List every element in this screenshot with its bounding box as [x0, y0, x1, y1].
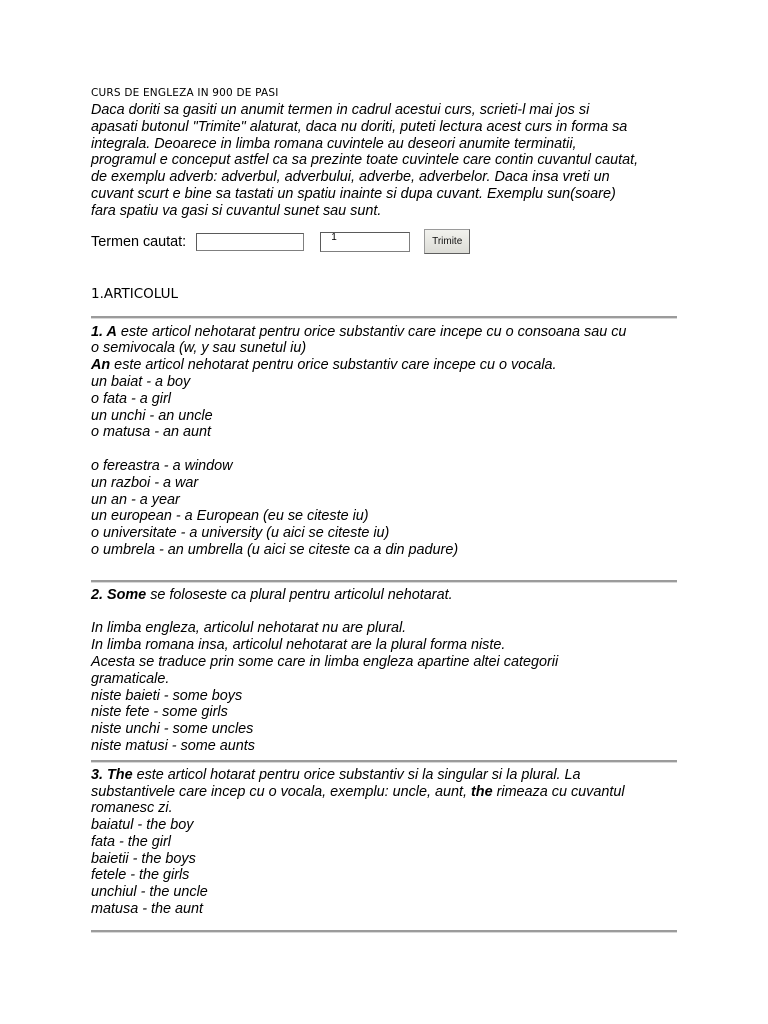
divider: [91, 316, 677, 319]
intro-line: Daca doriti sa gasiti un anumit termen in cadrul acestui curs, scrieti-l mai jos si: [91, 102, 590, 118]
rule-text: este articol nehotarat pentru orice substantiv care incepe cu o consoana sau cu: [116, 323, 627, 340]
divider: [91, 760, 677, 763]
text-line: Acesta se traduce prin some care in limba engleza apartine altei categorii: [91, 653, 559, 670]
example-line: baietii - the boys: [91, 850, 196, 867]
text-line: In limba romana insa, articolul nehotarat are la plural forma niste.: [91, 637, 506, 654]
example-line: un unchi - an uncle: [91, 407, 213, 424]
text-line: In limba engleza, articolul nehotarat nu are plural.: [91, 620, 407, 637]
example-line: fetele - the girls: [91, 867, 190, 884]
rule-line: [91, 357, 677, 374]
divider: [91, 580, 677, 583]
divider: [91, 930, 677, 933]
example-line: niste baieti - some boys: [91, 687, 243, 704]
rule-line: [91, 324, 677, 341]
rule-line: [91, 767, 677, 784]
example-line: o fereastra - a window: [91, 457, 233, 474]
article-block-3: [91, 767, 677, 918]
search-term-input[interactable]: [196, 233, 304, 251]
example-line: o umbrela - an umbrella (u aici se citeste ca a din padure): [91, 541, 459, 558]
article-block-2: [91, 587, 677, 755]
intro-line: apasati butonul "Trimite" alaturat, daca nu doriti, puteti lectura acest curs in forma sa: [91, 118, 628, 135]
intro-line: integrala. Deoarece in limba romana cuvintele au deseori anumite terminatii,: [91, 135, 577, 152]
rule-text: rimeaza cu cuvantul: [492, 783, 625, 800]
example-line: o matusa - an aunt: [91, 424, 211, 441]
search-form: [91, 229, 677, 255]
section-title: 1.ARTICOLUL: [91, 285, 179, 302]
rule-number: 1. A: [91, 323, 117, 340]
rule-keyword: An: [91, 357, 111, 374]
example-line: matusa - the aunt: [91, 901, 203, 918]
rule-line: [91, 587, 677, 604]
page-number-input[interactable]: [320, 232, 410, 252]
course-title: CURS DE ENGLEZA IN 900 DE PASI: [91, 87, 279, 99]
example-line: baiatul - the boy: [91, 817, 194, 834]
rule-line: romanesc zi.: [91, 800, 173, 817]
intro-line: fara spatiu va gasi si cuvantul sunet sau sunt.: [91, 202, 382, 219]
rule-text: substantivele care incep cu o vocala, exemplu: uncle, aunt,: [91, 783, 471, 800]
example-line: un european - a European (eu se citeste iu): [91, 508, 369, 525]
document-page: [91, 86, 677, 933]
example-line: niste matusi - some aunts: [91, 737, 255, 754]
rule-line: [91, 784, 677, 801]
example-line: un an - a year: [91, 491, 180, 508]
example-line: o fata - a girl: [91, 390, 171, 407]
rule-keyword: the: [470, 783, 493, 800]
article-block-1: [91, 324, 677, 559]
example-line: unchiul - the uncle: [91, 884, 208, 901]
text-line: gramaticale.: [91, 670, 170, 687]
example-line: un baiat - a boy: [91, 373, 191, 390]
rule-text: se foloseste ca plural pentru articolul nehotarat.: [146, 586, 453, 603]
rule-text: este articol hotarat pentru orice substantiv si la singular si la plural. La: [132, 766, 581, 783]
submit-button[interactable]: Trimite: [424, 229, 470, 254]
intro-line: de exemplu adverb: adverbul, adverbului, adverbe, adverbelor. Daca insa vreti un: [91, 169, 610, 186]
example-line: fata - the girl: [91, 833, 171, 850]
rule-text: este articol nehotarat pentru orice substantiv care incepe cu o vocala.: [110, 357, 557, 374]
intro-paragraph: [91, 102, 677, 220]
rule-number: 2. Some: [91, 586, 147, 603]
rule-number: 3. The: [91, 766, 133, 783]
rule-line: o semivocala (w, y sau sunetul iu): [91, 340, 307, 357]
search-label: Termen cautat:: [91, 233, 187, 250]
example-line: o universitate - a university (u aici se citeste iu): [91, 525, 390, 542]
example-line: un razboi - a war: [91, 474, 199, 491]
example-line: niste fete - some girls: [91, 704, 228, 721]
intro-line: programul e conceput astfel ca sa prezinte toate cuvintele care contin cuvantul cautat,: [91, 152, 639, 169]
intro-line: cuvant scurt e bine sa tastati un spatiu inainte si dupa cuvant. Exemplu sun(soare): [91, 185, 616, 202]
example-line: niste unchi - some uncles: [91, 721, 254, 738]
